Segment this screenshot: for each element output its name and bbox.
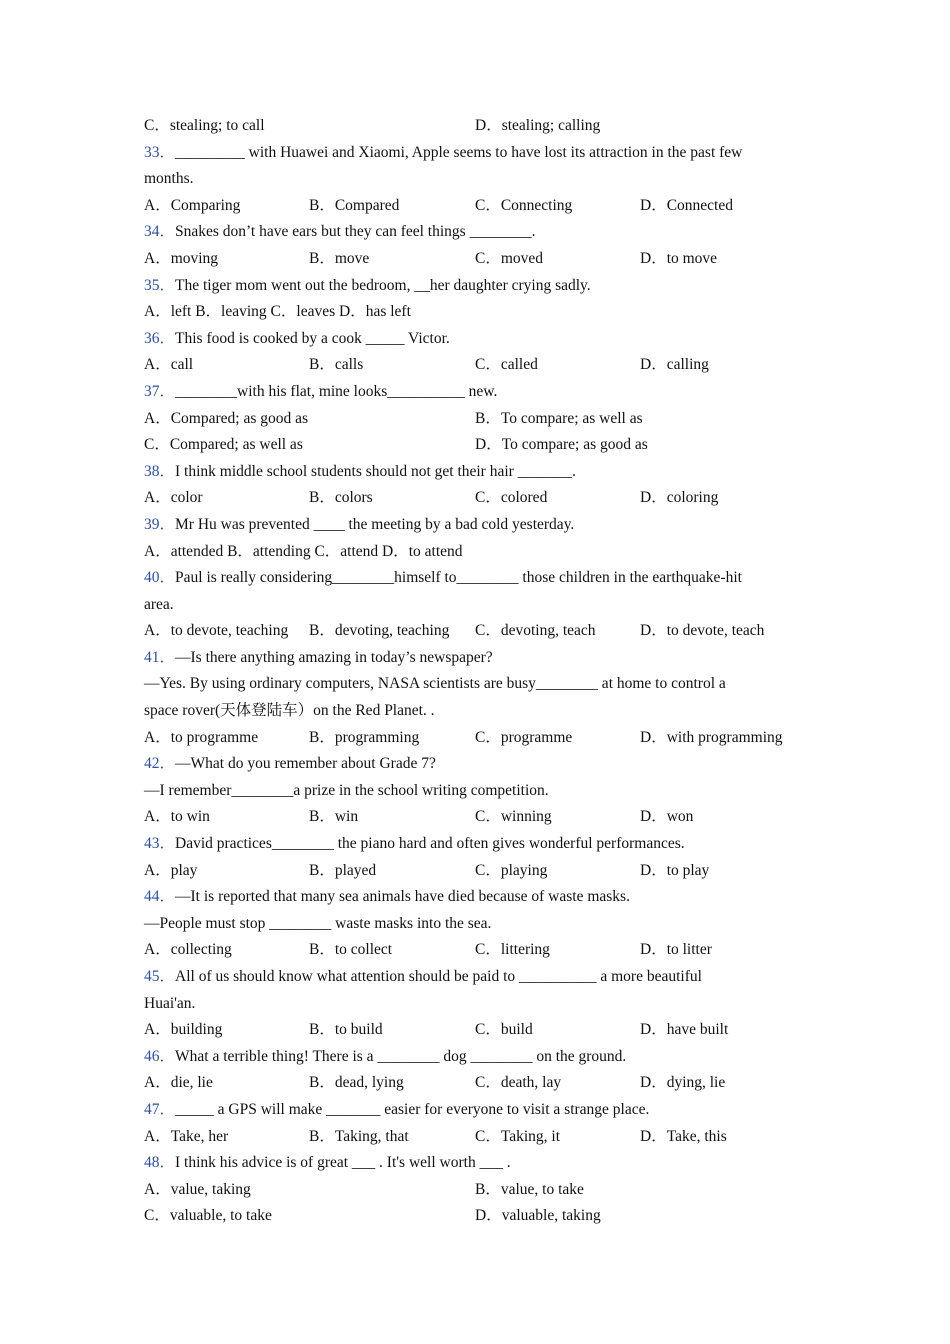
option-d: D．calling [640, 356, 709, 374]
question-text: —It is reported that many sea animals have died because of waste masks. [175, 888, 630, 906]
option-left: C．stealing; to call [144, 117, 265, 134]
question-number: 41． [144, 648, 176, 666]
question-line [144, 273, 804, 300]
question-number: 35． [144, 276, 176, 294]
question-number: 43． [144, 835, 176, 853]
question-number: 38． [144, 462, 176, 480]
question-line [144, 219, 804, 246]
options-row [144, 193, 804, 220]
option-b: B．to collect [309, 941, 393, 959]
option-c: C．programme [475, 728, 573, 746]
text-line [144, 166, 804, 193]
question-line [144, 1097, 804, 1124]
option-d: D．Take, this [640, 1127, 727, 1145]
option-c: C．Connecting [475, 196, 573, 214]
option-c: C．colored [475, 489, 548, 507]
option-b: B．played [309, 861, 377, 879]
option-right: D．stealing; calling [475, 117, 601, 134]
text-content: months. [144, 170, 194, 188]
option-a: A．color [144, 489, 203, 507]
option-c: C．moved [475, 249, 544, 267]
option-d: D．to litter [640, 941, 712, 959]
question-text: Snakes don’t have ears but they can feel things ________. [175, 223, 536, 241]
option-left: A．value, taking [144, 1180, 251, 1198]
option-c: C．Taking, it [475, 1127, 561, 1145]
options-row [144, 406, 804, 433]
option-b: B．dead, lying [309, 1074, 404, 1092]
question-text: _________ with Huawei and Xiaomi, Apple seems to have lost its attraction in the past few [175, 143, 743, 161]
options-row [144, 1070, 804, 1097]
option-a: A．to win [144, 808, 210, 826]
text-content: Huai'an. [144, 994, 196, 1012]
question-text: The tiger mom went out the bedroom, __her daughter crying sadly. [175, 276, 591, 294]
options-row [144, 352, 804, 379]
question-text: This food is cooked by a cook _____ Victor. [175, 329, 450, 347]
question-text: I think his advice is of great ___ . It's well worth ___ . [175, 1154, 511, 1172]
option-d: D．won [640, 808, 694, 826]
text-line [144, 299, 804, 326]
question-number: 48． [144, 1154, 176, 1172]
options-row [144, 804, 804, 831]
question-text: David practices________ the piano hard and often gives wonderful performances. [175, 835, 685, 853]
option-left: C．valuable, to take [144, 1207, 272, 1225]
question-text: —What do you remember about Grade 7? [175, 755, 436, 773]
option-d: D．have built [640, 1021, 729, 1039]
option-d: D．to devote, teach [640, 622, 765, 640]
option-b: B．programming [309, 728, 420, 746]
option-b: B．calls [309, 356, 364, 374]
option-left: A．Compared; as good as [144, 409, 309, 427]
question-line [144, 645, 804, 672]
option-a: A．play [144, 861, 198, 879]
option-b: B．move [309, 249, 370, 267]
option-a: A．moving [144, 249, 219, 267]
question-text: Paul is really considering________himself to________ those children in the earthquake-hit [175, 569, 742, 587]
question-line [144, 565, 804, 592]
worksheet-page [144, 113, 804, 1230]
question-number: 40． [144, 569, 176, 587]
option-a: A．Take, her [144, 1127, 229, 1145]
text-line [144, 778, 804, 805]
question-text: All of us should know what attention should be paid to __________ a more beautiful [175, 968, 702, 985]
text-content: area. [144, 595, 174, 613]
option-d: D．dying, lie [640, 1074, 726, 1092]
text-line [144, 539, 804, 566]
question-number: 45． [144, 968, 176, 985]
text-content: —Yes. By using ordinary computers, NASA scientists are busy________ at home to control a [144, 675, 726, 693]
text-line [144, 991, 804, 1018]
question-text: ________with his flat, mine looks__________ new. [175, 382, 498, 400]
question-line [144, 884, 804, 911]
options-row [144, 937, 804, 964]
question-text: What a terrible thing! There is a ________ dog ________ on the ground. [175, 1047, 627, 1065]
option-a: A．to programme [144, 728, 259, 746]
question-number: 39． [144, 515, 176, 533]
option-b: B．colors [309, 489, 373, 507]
question-text: Mr Hu was prevented ____ the meeting by a bad cold yesterday. [175, 515, 575, 533]
option-a: A．die, lie [144, 1074, 213, 1092]
option-d: D．Connected [640, 196, 733, 214]
options-row [144, 485, 804, 512]
option-b: B．devoting, teaching [309, 622, 450, 640]
options-row [144, 1177, 804, 1204]
option-d: D．with programming [640, 728, 783, 746]
text-content: A．attended B．attending C．attend D．to attend [144, 542, 463, 560]
question-line [144, 512, 804, 539]
options-row [144, 858, 804, 885]
text-content: —I remember________a prize in the school writing competition. [144, 781, 549, 799]
options-row [144, 618, 804, 645]
question-number: 44． [144, 888, 176, 906]
option-left: C．Compared; as well as [144, 436, 303, 454]
options-row [144, 1203, 804, 1230]
option-c: C．called [475, 356, 538, 374]
option-d: D．coloring [640, 489, 719, 507]
option-b: B．Taking, that [309, 1127, 409, 1145]
question-number: 47． [144, 1100, 176, 1118]
question-line [144, 379, 804, 406]
text-line [144, 671, 804, 698]
text-content: —People must stop ________ waste masks into the sea. [144, 914, 492, 932]
option-d: D．to play [640, 861, 710, 879]
question-line [144, 140, 804, 167]
option-b: B．win [309, 808, 359, 826]
question-line [144, 831, 804, 858]
option-b: B．to build [309, 1021, 383, 1039]
question-number: 36． [144, 329, 176, 347]
option-right: B．value, to take [475, 1180, 584, 1198]
options-row [144, 1017, 804, 1044]
text-line [144, 911, 804, 938]
question-number: 42． [144, 755, 176, 773]
text-line [144, 592, 804, 619]
option-a: A．building [144, 1021, 223, 1039]
question-line [144, 964, 804, 991]
option-a: A．Comparing [144, 196, 241, 214]
option-right: D．valuable, taking [475, 1207, 601, 1225]
question-text: _____ a GPS will make _______ easier for everyone to visit a strange place. [175, 1100, 650, 1118]
option-a: A．collecting [144, 941, 232, 959]
option-c: C．winning [475, 808, 552, 826]
option-a: A．to devote, teaching [144, 622, 289, 640]
option-a: A．call [144, 356, 194, 374]
question-line [144, 326, 804, 353]
question-line [144, 1150, 804, 1177]
question-line [144, 459, 804, 486]
options-row [144, 246, 804, 273]
option-c: C．littering [475, 941, 550, 959]
question-number: 46． [144, 1047, 176, 1065]
options-row [144, 432, 804, 459]
question-number: 34． [144, 223, 176, 241]
options-row [144, 725, 804, 752]
options-row [144, 113, 804, 140]
text-content: A．left B．leaving C．leaves D．has left [144, 303, 411, 321]
option-right: D．To compare; as good as [475, 436, 648, 454]
question-line [144, 751, 804, 778]
option-c: C．build [475, 1021, 533, 1039]
option-c: C．death, lay [475, 1074, 562, 1092]
option-b: B．Compared [309, 196, 400, 214]
question-text: I think middle school students should not get their hair _______. [175, 462, 576, 480]
question-text: —Is there anything amazing in today’s newspaper? [175, 648, 493, 666]
text-content: space rover(天体登陆车）on the Red Planet. . [144, 702, 435, 720]
option-c: C．playing [475, 861, 548, 879]
option-d: D．to move [640, 249, 718, 267]
question-number: 37． [144, 382, 176, 400]
option-right: B．To compare; as well as [475, 409, 643, 427]
question-number: 33． [144, 143, 176, 161]
text-line [144, 698, 804, 725]
question-line [144, 1044, 804, 1071]
options-row [144, 1124, 804, 1151]
option-c: C．devoting, teach [475, 622, 596, 640]
